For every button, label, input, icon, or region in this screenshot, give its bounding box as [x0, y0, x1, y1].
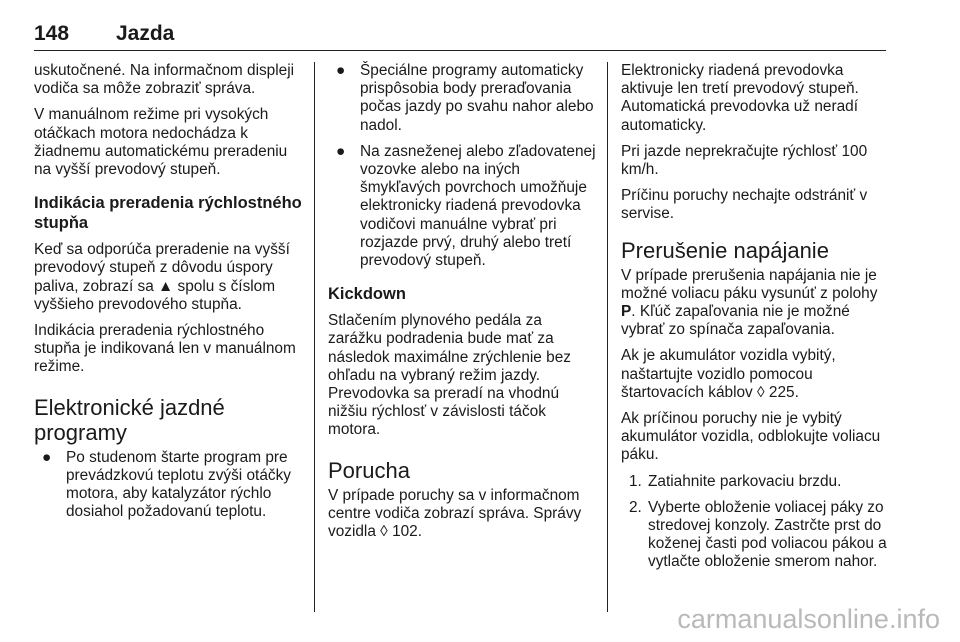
bullet-list [34, 449, 306, 522]
paragraph: uskutočnené. Na informačnom displeji vodiča sa môže zobraziť správa. [34, 62, 295, 98]
paragraph: V prípade poruchy sa v informačnom centre vodiča zobrazí správa. Správy vozidla ◊ 102. [328, 486, 582, 541]
bullet-icon: ● [336, 62, 346, 79]
paragraph: V manuálnom režime pri vysokých otáčkach motora nedochádza k žiadnemu automatickému preradeniu na vyšší prevodový stupeň. [34, 106, 288, 179]
list-item: ● Po studenom štarte program pre prevádzkovú teplotu zvýši otáčky motora, aby katalyzátor rýchlo dosiahol požadovanú teplotu. [42, 448, 291, 521]
watermark: carmanualsonline.info [677, 604, 940, 634]
list-item: ● Špeciálne programy automaticky prispôsobia body preraďovania počas jazdy po svahu nahor alebo nadol. [336, 62, 594, 134]
section-heading-shift-indication: Indikácia preradenia rýchlostného stupňa [34, 194, 302, 233]
section-heading-kickdown: Kickdown [328, 285, 406, 304]
section-heading-electronic-programs: Elektronické jazdné programy [34, 394, 225, 445]
column-2 [328, 62, 596, 549]
paragraph: Príčinu poruchy nechajte odstrániť v servise. [621, 187, 868, 223]
column-1 [34, 62, 306, 529]
paragraph: Ak je akumulátor vozidla vybitý, naštartujte vozidlo pomocou štartovacích káblov ◊ 225. [621, 347, 836, 401]
bullet-icon: ● [336, 142, 346, 160]
paragraph: Elektronicky riadená prevodovka aktivuje len tretí prevodový stupeň. Automatická prevodovka už neradí automaticky. [621, 62, 859, 134]
column-divider [607, 62, 608, 612]
bold-position-p: P [621, 303, 632, 321]
paragraph: Indikácia preradenia rýchlostného stupňa je indikovaná len v manuálnom režime. [34, 322, 296, 376]
chapter-title: Jazda [116, 22, 175, 45]
section-heading-fault: Porucha [328, 457, 410, 483]
paragraph: Keď sa odporúča preradenie na vyšší prevodový stupeň z dôvodu úspory paliva, zobrazí sa ▲ spolu s číslom vyššieho prevodového stupňa. [34, 241, 290, 313]
paragraph: Pri jazde neprekračujte rýchlosť 100 km/h. [621, 142, 868, 179]
section-heading-power-interruption: Prerušenie napájanie [621, 237, 829, 263]
page-header [34, 20, 886, 51]
list-item: 1. Zatiahnite parkovaciu brzdu. [629, 472, 842, 490]
page-number: 148 [34, 22, 70, 45]
paragraph: Ak príčinou poruchy nie je vybitý akumulátor vozidla, odblokujte voliacu páku. [621, 410, 881, 464]
bullet-icon: ● [42, 448, 52, 466]
bullet-list [328, 62, 596, 270]
list-item: ● Na zasneženej alebo zľadovatenej vozovke alebo na iných šmykľavých povrchoch umožňuje elektronicky riadená prevodovka vodičovi manuálne vybrať pri rozjazde prvý, druhý alebo tretí prevodový stupeň. [336, 142, 596, 270]
numbered-list [621, 473, 893, 572]
column-divider [314, 62, 315, 612]
list-item: 2. Vyberte obloženie voliacej páky zo stredovej konzoly. Zastrčte prst do koženej časti pod voliacou pákou a vytlačte obloženie smerom nahor. [629, 498, 887, 571]
paragraph: V prípade prerušenia napájania nie je možné voliacu páku vysunúť z polohy P. Kľúč zapaľovania nie je možné vybrať zo spínača zapaľovania. [621, 266, 878, 339]
paragraph: Stlačením plynového pedála za zarážku podradenia bude mať za následok maximálne zrýchlenie bez ohľadu na vybraný režim jazdy. Prevodovka sa preradí na vhodnú nižšiu rýchlosť v závislosti táčok motora. [328, 312, 571, 439]
column-3 [621, 62, 893, 580]
